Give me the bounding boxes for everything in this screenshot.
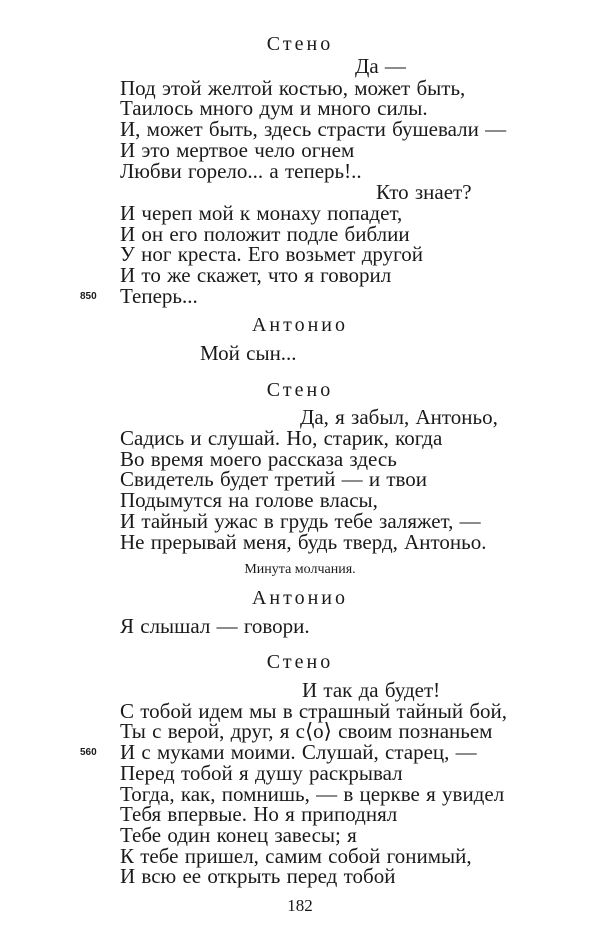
verse-line: И то же скажет, что я говорил <box>120 263 392 287</box>
verse-line: Да — <box>355 54 406 78</box>
verse-line: Подымутся на голове власы, <box>120 488 378 512</box>
line-number: 850 <box>80 291 97 302</box>
verse-line: Под этой желтой костью, может быть, <box>120 76 466 100</box>
verse-line: Не прерывай меня, будь тверд, Антоньо. <box>120 530 487 554</box>
verse-line: И это мертвое чело огнем <box>120 138 355 162</box>
speaker-heading: Антонио <box>251 587 349 609</box>
verse-line: И, может быть, здесь страсти бушевали — <box>120 117 507 141</box>
verse-line: Тебе один конец завесы; я <box>120 823 357 847</box>
verse-line: Тогда, как, помнишь, — в церкве я увидел <box>120 782 505 806</box>
verse-line: И так да будет! <box>302 678 441 702</box>
page-number: 182 <box>287 896 313 915</box>
verse-line: Таилось много дум и много силы. <box>120 96 428 120</box>
verse-line: Во время моего рассказа здесь <box>120 447 397 471</box>
stage-direction: Минута молчания. <box>244 562 356 577</box>
verse-line: Мой сын... <box>200 341 297 365</box>
verse-line: Тебя впервые. Но я приподнял <box>120 802 398 826</box>
verse-line: Свидетель будет третий — и твои <box>120 467 428 491</box>
verse-line: Да, я забыл, Антоньо, <box>300 405 498 429</box>
speaker-heading: Стено <box>266 379 334 401</box>
verse-line: К тебе пришел, самим собой гонимый, <box>120 844 472 868</box>
verse-line: Кто знает? <box>376 180 472 204</box>
verse-line: И тайный ужас в грудь тебе заляжет, — <box>120 509 481 533</box>
speaker-heading: Стено <box>266 651 334 673</box>
verse-line: Я слышал — говори. <box>120 614 310 638</box>
verse-line: У ног креста. Его возьмет другой <box>120 242 423 266</box>
verse-line: И всю ее открыть перед тобой <box>120 864 396 888</box>
verse-line: И он его положит подле библии <box>120 222 410 246</box>
verse-line: И череп мой к монаху попадет, <box>120 201 403 225</box>
verse-line: Перед тобой я душу раскрывал <box>120 761 403 785</box>
verse-line: Садись и слушай. Но, старик, когда <box>120 426 443 450</box>
line-number: 560 <box>80 747 97 758</box>
verse-line: Теперь... <box>120 284 198 308</box>
verse-line: Любви горело... а теперь!.. <box>120 159 362 183</box>
verse-line: С тобой идем мы в страшный тайный бой, <box>120 699 508 723</box>
speaker-heading: Стено <box>266 33 334 55</box>
speaker-heading: Антонио <box>251 314 349 336</box>
verse-line: Ты с верой, друг, я с⟨о⟩ своим познаньем <box>120 719 493 743</box>
verse-line: И с муками моими. Слушай, старец, — <box>120 740 477 764</box>
